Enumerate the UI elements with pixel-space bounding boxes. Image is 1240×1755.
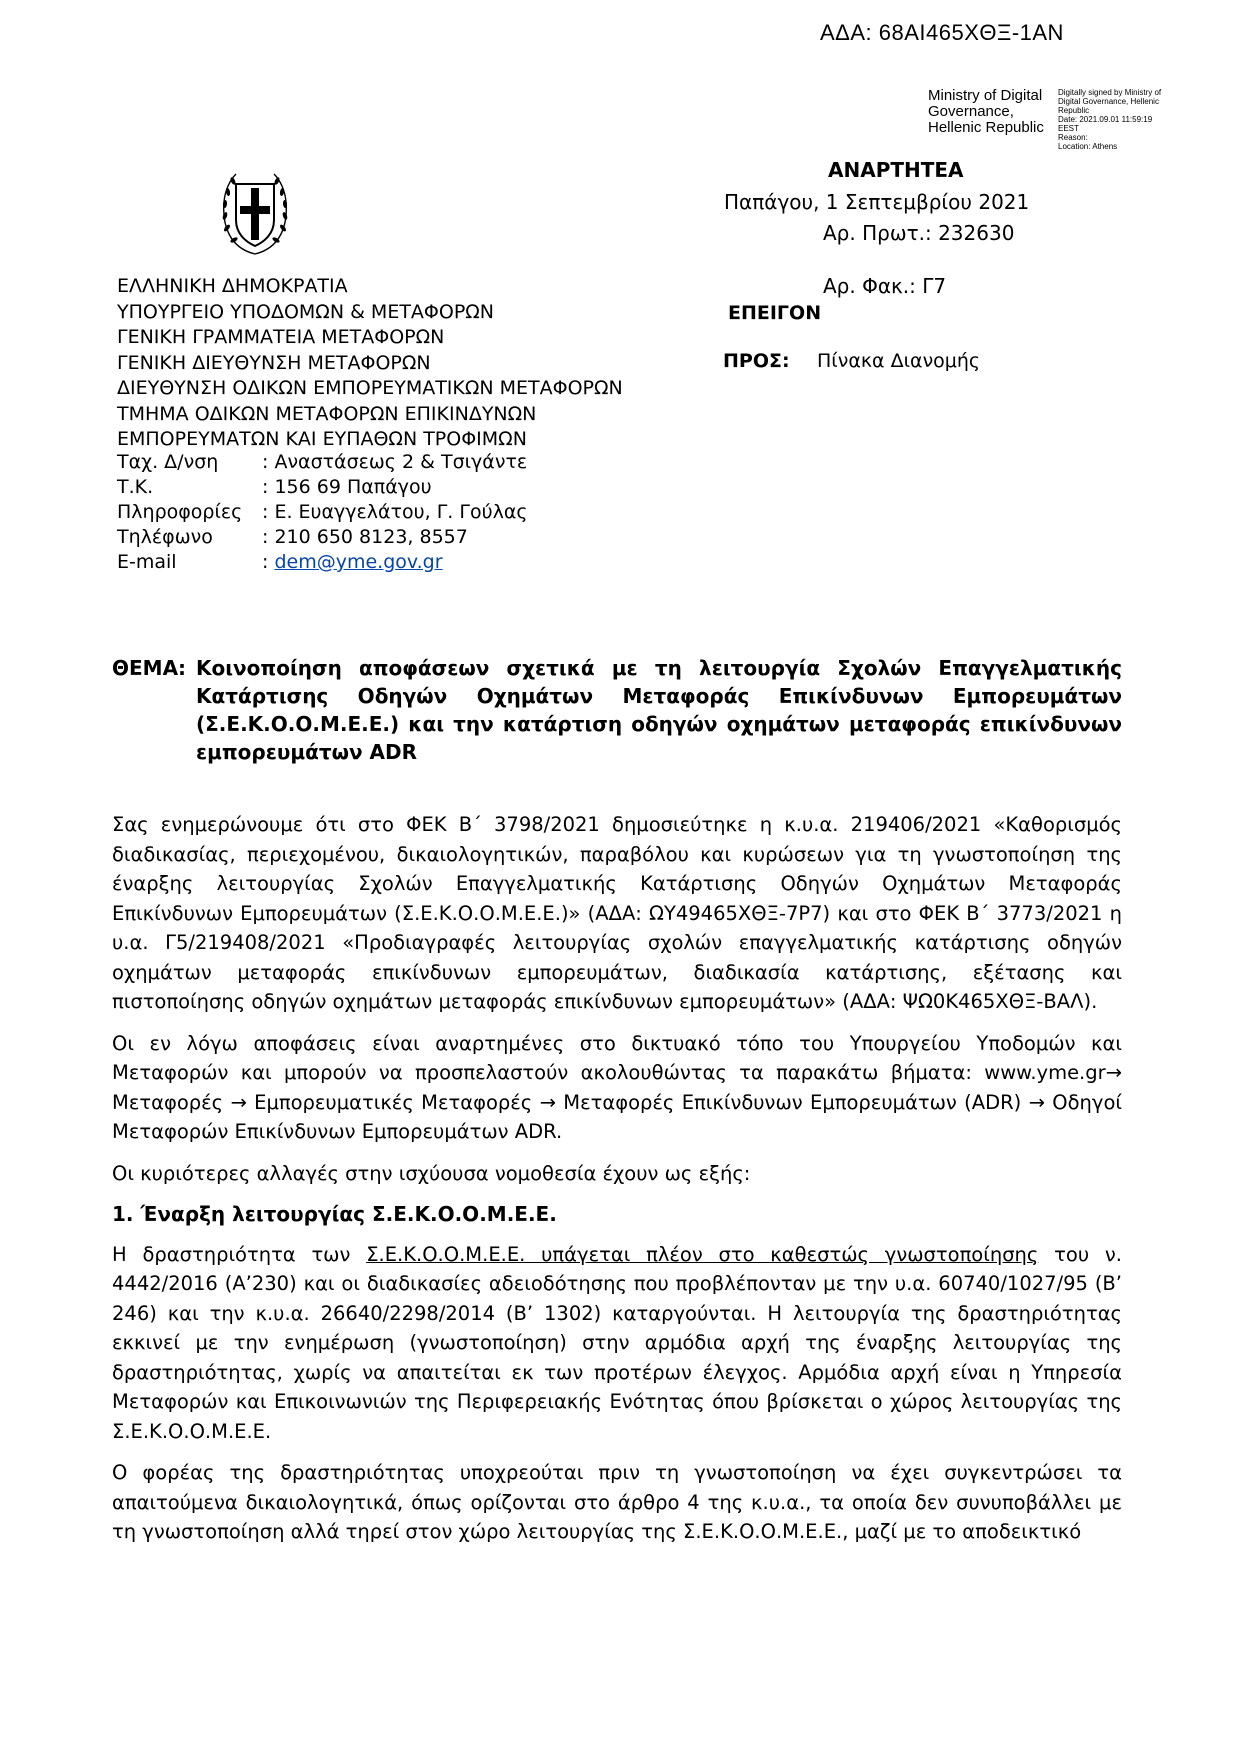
paragraph: Οι εν λόγω αποφάσεις είναι αναρτημένες στο δικτυακό τόπο του Υπουργείου Υποδομών και Μεταφορών και μπορούν να προσπελαστούν ακολουθώντας τα παρακάτω βήματα: www.yme.gr→ Μεταφορές → Εμπορευματικές Μεταφορές → Μεταφορές Επικίνδυνων Εμπορευμάτων (ADR) → Οδηγοί Μεταφορών Επικίνδυνων Εμπορευμάτων ADR. [112, 1031, 1122, 1143]
protocol-number: Αρ. Πρωτ.: 232630 [823, 221, 1015, 245]
greek-coat-of-arms-icon [218, 168, 292, 258]
signature-detail-line: Date: 2021.09.01 11:59:19 [1058, 115, 1153, 124]
authority-line: ΕΜΠΟΡΕΥΜΑΤΩΝ ΚΑΙ ΕΥΠΑΘΩΝ ΤΡΟΦΙΜΩΝ [117, 428, 527, 450]
signature-detail-line: Republic [1058, 106, 1090, 115]
subject [112, 654, 1122, 766]
section-heading: 1. Έναρξη λειτουργίας Σ.Ε.Κ.Ο.Ο.Μ.Ε.Ε. [112, 1202, 557, 1226]
recipient-label: ΠΡΟΣ: [723, 350, 790, 372]
file-number: Αρ. Φακ.: Γ7 [823, 274, 947, 298]
paragraph-text: Η δραστηριότητα των [112, 1242, 367, 1266]
contact-row [117, 450, 528, 475]
authority-line: ΕΛΛΗΝΙΚΗ ΔΗΜΟΚΡΑΤΙΑ [117, 275, 348, 297]
signature-detail-line: EEST [1058, 124, 1079, 133]
authority-line: ΤΜΗΜΑ ΟΔΙΚΩΝ ΜΕΤΑΦΟΡΩΝ ΕΠΙΚΙΝΔΥΝΩΝ [117, 402, 537, 425]
contact-details [117, 450, 528, 575]
paragraph: Οι κυριότερες αλλαγές στην ισχύουσα νομοθεσία έχουν ως εξής: [112, 1161, 751, 1185]
contact-value: : 156 69 Παπάγου [262, 476, 432, 498]
signature-detail-line: Location: Athens [1058, 142, 1118, 151]
contact-value: : 210 650 8123, 8557 [262, 526, 468, 548]
signature-detail-line: Digital Governance, Hellenic [1058, 97, 1159, 106]
authority-line: ΓΕΝΙΚΗ ΓΡΑΜΜΑΤΕΙΑ ΜΕΤΑΦΟΡΩΝ [117, 326, 445, 348]
subject-text: Κοινοποίηση αποφάσεων σχετικά με τη λειτουργία Σχολών Επαγγελματικής Κατάρτισης Οδηγών Οχημάτων Μεταφοράς Επικίνδυνων Εμπορευμάτων (Σ.Ε.Κ.Ο.Ο.Μ.Ε.Ε.) και την κατάρτιση οδηγών οχημάτων μεταφοράς επικίνδυνων εμπορευμάτων ADR [196, 656, 1122, 764]
signature-signer [928, 88, 1044, 136]
underlined-text: Σ.Ε.Κ.Ο.Ο.Μ.Ε.Ε. υπάγεται πλέον στο καθεστώς γνωστοποίησης [366, 1242, 1039, 1266]
paragraph [112, 1240, 1122, 1447]
document-body [112, 810, 1122, 1559]
signature-detail-line: Digitally signed by Ministry of [1058, 88, 1162, 97]
recipient-value: Πίνακα Διανομής [817, 350, 981, 372]
subject-label: ΘΕΜΑ: [112, 656, 187, 680]
contact-row [117, 525, 528, 550]
signature-details [1058, 88, 1188, 151]
contact-value: : Αναστάσεως 2 & Τσιγάντε [262, 451, 528, 473]
contact-label: Τ.Κ. [117, 476, 154, 498]
paragraph: Σας ενημερώνουμε ότι στο ΦΕΚ Β΄ 3798/2021 δημοσιεύτηκε η κ.υ.α. 219406/2021 «Καθορισμός διαδικασίας, περιεχομένου, δικαιολογητικών, παραβόλου και κυρώσεων για τη γνωστοποίηση της έναρξης λειτουργίας Σχολών Επαγγελματικής Κατάρτισης Οδηγών Οχημάτων Μεταφοράς Επικίνδυνων Εμπορευμάτων (Σ.Ε.Κ.Ο.Ο.Μ.Ε.Ε.)» (ΑΔΑ: ΩΥ49465ΧΘΞ-7Ρ7) και στο ΦΕΚ Β΄ 3773/2021 η υ.α. Γ5/219408/2021 «Προδιαγραφές λειτουργίας σχολών επαγγελματικής κατάρτισης οδηγών οχημάτων μεταφοράς επικίνδυνων εμπορευμάτων, διαδικασία κατάρτισης, εξέτασης και πιστοποίησης οδηγών οχημάτων μεταφοράς επικίνδυνων εμπορευμάτων» (ΑΔΑ: ΨΩ0Κ465ΧΘΞ-ΒΑΛ). [112, 813, 1122, 1013]
contact-label: Ταχ. Δ/νση [117, 451, 219, 473]
contact-label: Τηλέφωνο [117, 526, 213, 548]
paragraph-text: του ν. 4442/2016 (Α’230) και οι διαδικασίες αδειοδότησης που προβλέπονταν με την υ.α. 60740/1027/95 (Β’ 246) και την κ.υ.α. 26640/2298/2014 (Β’ 1302) καταργούνται. Η λειτουργία της δραστηριότητας εκκινεί με την ενημέρωση (γνωστοποίηση) στην αρμόδια αρχή της έναρξης λειτουργίας της δραστηριότητας, χωρίς να απαιτείται εκ των προτέρων έλεγχος. Αρμόδια αρχή είναι η Υπηρεσία Μεταφορών και Επικοινωνιών της Περιφερειακής Ενότητας όπου βρίσκεται ο χώρος λειτουργίας της Σ.Ε.Κ.Ο.Ο.Μ.Ε.Ε. [112, 1242, 1122, 1443]
contact-value: : Ε. Ευαγγελάτου, Γ. Γούλας [262, 501, 528, 523]
contact-row [117, 475, 528, 500]
contact-row [117, 500, 528, 525]
authority-line: ΔΙΕΥΘΥΝΣΗ ΟΔΙΚΩΝ ΕΜΠΟΡΕΥΜΑΤΙΚΩΝ ΜΕΤΑΦΟΡΩΝ [117, 377, 623, 399]
issuing-authority [117, 274, 623, 453]
email-link[interactable]: dem@yme.gov.gr [274, 551, 443, 573]
paragraph: Ο φορέας της δραστηριότητας υποχρεούται πριν τη γνωστοποίηση να έχει συγκεντρώσει τα απαιτούμενα δικαιολογητικά, όπως ορίζονται στο άρθρο 4 της κ.υ.α., τα οποία δεν συνυποβάλλει με τη γνωστοποίηση αλλά τηρεί στον χώρο λειτουργίας της Σ.Ε.Κ.Ο.Ο.Μ.Ε.Ε., μαζί με το αποδεικτικό [112, 1461, 1122, 1543]
publish-flag: ΑΝΑΡΤΗΤΕΑ [828, 158, 964, 182]
ada-code: ΑΔΑ: 68ΑΙ465ΧΘΞ-1ΑΝ [820, 20, 1064, 45]
document-date: Παπάγου, 1 Σεπτεμβρίου 2021 [724, 190, 1030, 214]
contact-label: Πληροφορίες [117, 501, 243, 523]
authority-line: ΓΕΝΙΚΗ ΔΙΕΥΘΥΝΣΗ ΜΕΤΑΦΟΡΩΝ [117, 351, 431, 374]
signer-line: Ministry of Digital [928, 87, 1043, 104]
signature-detail-line: Reason: [1058, 133, 1088, 142]
urgency-flag: ΕΠΕΙΓΟΝ [728, 302, 822, 324]
signer-line: Governance, [928, 103, 1014, 120]
contact-label: E-mail [117, 551, 177, 573]
authority-line: ΥΠΟΥΡΓΕΙΟ ΥΠΟΔΟΜΩΝ & ΜΕΤΑΦΟΡΩΝ [117, 300, 495, 323]
signer-line: Hellenic Republic [928, 119, 1044, 136]
contact-row [117, 550, 528, 575]
email-prefix: : [262, 551, 275, 573]
contact-value [262, 550, 443, 575]
